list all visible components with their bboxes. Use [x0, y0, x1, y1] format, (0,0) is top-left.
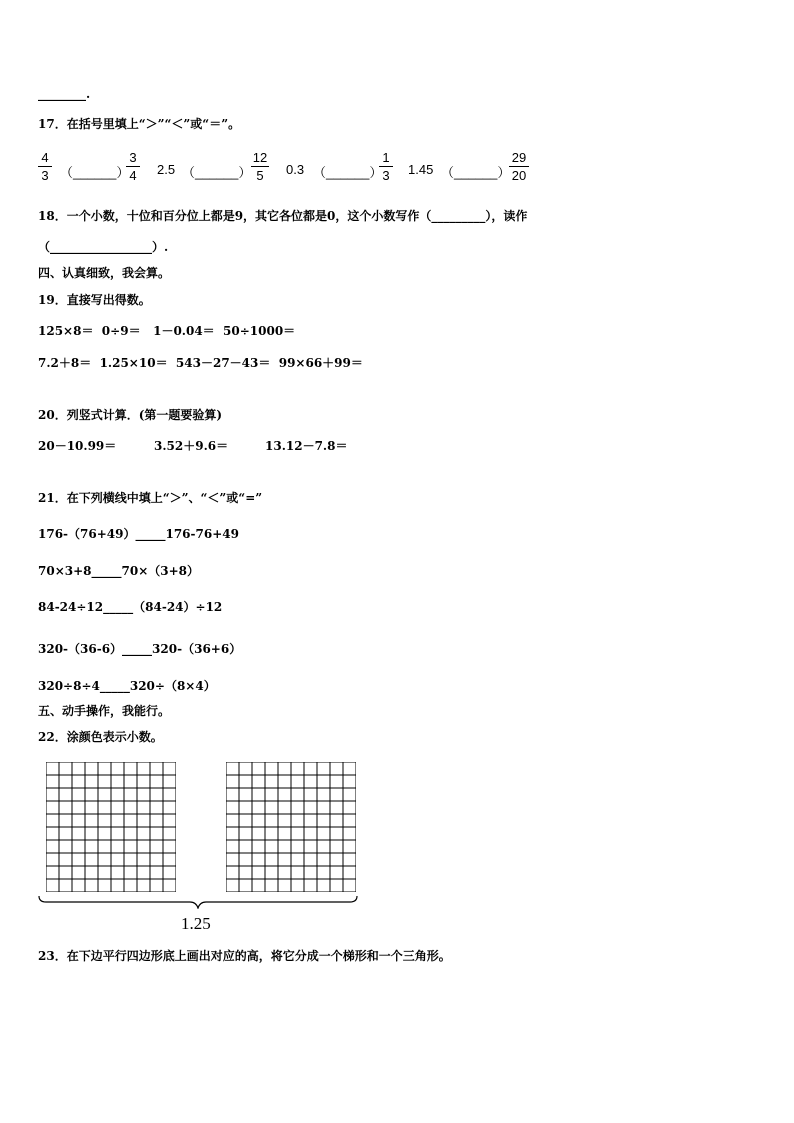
denominator: 20 [511, 168, 527, 183]
value-0-3: 0.3 [286, 162, 305, 177]
question-17-title: 17．在括号里填上“＞”“＜”或“＝”。 [38, 117, 241, 131]
section-5-heading: 五、动手操作，我能行。 [38, 704, 171, 718]
question-21-item-4: 320-（36-6）_____320-（36+6） [38, 642, 242, 656]
compare-blank-2[interactable]: （______） [182, 165, 252, 180]
numerator: 3 [129, 150, 137, 165]
brace [38, 895, 358, 909]
fraction-4-3 [37, 150, 53, 183]
section-4-heading: 四、认真细致，我会算。 [38, 266, 171, 280]
question-21-item-5: 320÷8÷4_____320÷（8×4） [38, 679, 216, 693]
question-22-title: 22．涂颜色表示小数。 [38, 730, 163, 744]
fraction-29-20 [508, 150, 530, 183]
question-20-item-3: 13.12－7.8＝ [265, 439, 348, 453]
question-18-line-1: 18．一个小数，十位和百分位上都是9，其它各位都是0，这个小数写作（_________），读作 [38, 209, 528, 223]
fraction-3-4 [125, 150, 141, 183]
question-19-title: 19．直接写出得数。 [38, 293, 151, 307]
question-21-item-2: 70×3+8_____70×（3+8） [38, 564, 200, 578]
question-19-row-1: 125×8＝ 0÷9＝ 1－0.04＝ 50÷1000＝ [38, 324, 296, 338]
numerator: 1 [382, 150, 390, 165]
answer-blank-continued: ________. [38, 87, 91, 101]
question-21-item-1: 176-（76+49）_____176-76+49 [38, 527, 239, 541]
hundred-grid-left[interactable] [46, 762, 176, 892]
compare-blank-1[interactable]: （______） [60, 165, 130, 180]
numerator: 12 [252, 150, 268, 165]
compare-blank-3[interactable]: （______） [313, 165, 383, 180]
numerator: 29 [511, 150, 527, 165]
denominator: 4 [129, 168, 137, 183]
denominator: 3 [382, 168, 390, 183]
compare-blank-4[interactable]: （______） [441, 165, 511, 180]
numerator: 4 [41, 150, 49, 165]
question-18-line-2: （_________________）. [38, 240, 169, 254]
question-19-row-2: 7.2＋8＝ 1.25×10＝ 543－27－43＝ 99×66＋99＝ [38, 356, 363, 370]
denominator: 3 [41, 168, 49, 183]
hundred-grid-right[interactable] [226, 762, 356, 892]
question-21-title: 21．在下列横线中填上“＞”、“＜”或“=” [38, 491, 263, 505]
fraction-1-3 [378, 150, 394, 183]
question-23-title: 23．在下边平行四边形底上画出对应的高，将它分成一个梯形和一个三角形。 [38, 949, 451, 963]
question-20-title: 20．列竖式计算．(第一题要验算) [38, 408, 223, 422]
fraction-12-5 [250, 150, 270, 183]
value-1-45: 1.45 [408, 162, 434, 177]
decimal-label: 1.25 [181, 914, 211, 933]
question-20-item-2: 3.52＋9.6＝ [154, 439, 229, 453]
question-20-item-1: 20－10.99＝ [38, 439, 117, 453]
denominator: 5 [256, 168, 264, 183]
value-2-5: 2.5 [157, 162, 176, 177]
question-21-item-3: 84-24÷12_____（84-24）÷12 [38, 600, 223, 614]
